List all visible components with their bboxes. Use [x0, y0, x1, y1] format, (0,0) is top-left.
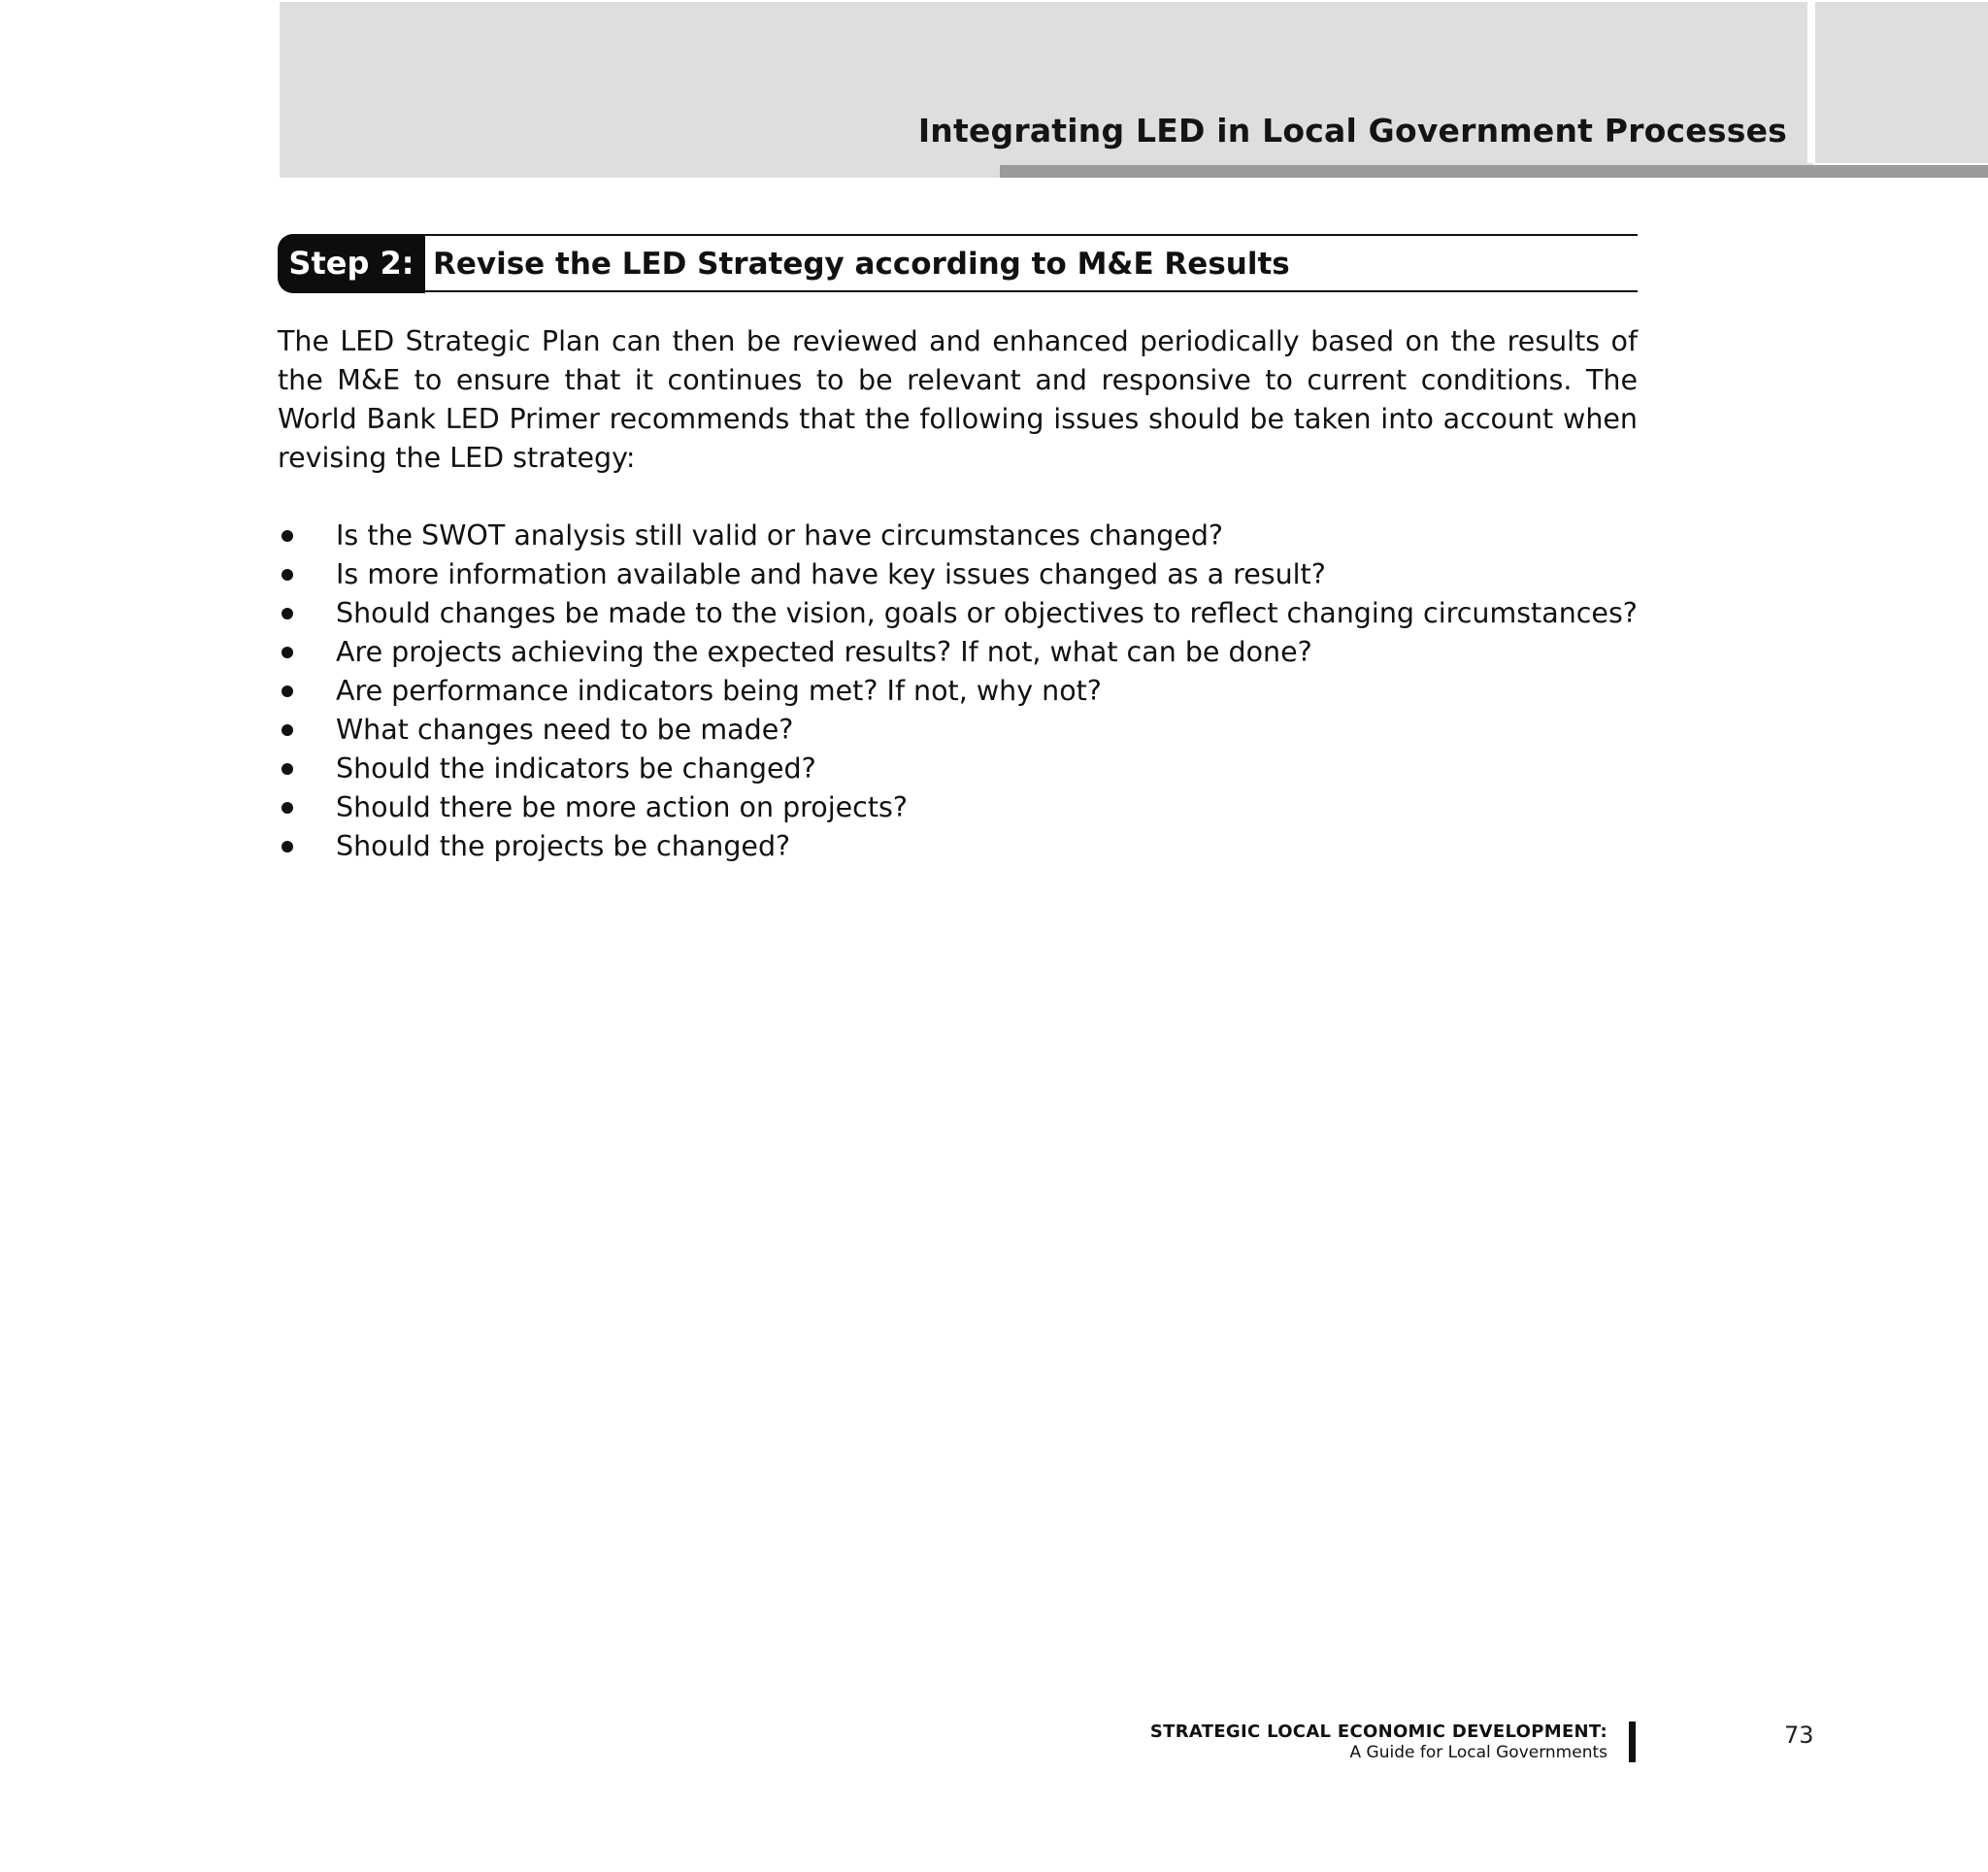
list-item	[278, 827, 1675, 866]
bullet-icon	[282, 530, 293, 542]
body-paragraph: The LED Strategic Plan can then be reviewed and enhanced periodically based on the results of the M&E to ensure that it continues to be relevant and responsive to current conditions. The World Bank LED Primer recommends that the following issues should be taken into account when revising the LED strategy:	[278, 325, 1638, 474]
footer-book-subtitle: A Guide for Local Governments	[1349, 1743, 1607, 1762]
list-item-text: Is more information available and have key issues changed as a result?	[336, 558, 1326, 590]
list-item	[278, 711, 1675, 750]
list-item-text: Are projects achieving the expected results? If not, what can be done?	[336, 636, 1312, 668]
header-band-tab	[1815, 2, 1988, 163]
bullet-icon	[282, 608, 293, 619]
step-title: Revise the LED Strategy according to M&E Results	[433, 247, 1290, 282]
footer-book-title: STRATEGIC LOCAL ECONOMIC DEVELOPMENT:	[1149, 1722, 1607, 1742]
page-number: 73	[1784, 1722, 1814, 1749]
step-rule-top	[420, 234, 1638, 236]
bullet-icon	[282, 724, 293, 736]
list-item	[278, 594, 1675, 633]
footer-divider-bar	[1629, 1722, 1636, 1762]
header-underline-bar	[1000, 165, 1988, 178]
list-item	[278, 633, 1675, 672]
list-item	[278, 555, 1675, 594]
bullet-icon	[282, 647, 293, 658]
header-band	[280, 2, 1813, 178]
list-item	[278, 788, 1675, 827]
list-item	[278, 672, 1675, 711]
list-item-text: Should the indicators be changed?	[336, 752, 816, 785]
issues-list	[278, 517, 1675, 866]
bullet-icon	[282, 802, 293, 814]
list-item-text: Is the SWOT analysis still valid or have circumstances changed?	[336, 519, 1224, 552]
list-item-text: What changes need to be made?	[336, 714, 794, 746]
bullet-icon	[282, 569, 293, 581]
step-rule-bottom	[420, 290, 1638, 292]
list-item	[278, 750, 1675, 788]
list-item-text: Should there be more action on projects?	[336, 791, 908, 823]
list-item-text: Are performance indicators being met? If not, why not?	[336, 675, 1102, 707]
chapter-title: Integrating LED in Local Government Processes	[917, 112, 1787, 150]
header-divider	[1807, 2, 1815, 163]
bullet-icon	[282, 685, 293, 697]
step-badge: Step 2:	[278, 234, 425, 293]
list-item	[278, 517, 1675, 555]
bullet-icon	[282, 841, 293, 852]
list-item-text: Should the projects be changed?	[336, 830, 791, 862]
list-item-text: Should changes be made to the vision, goals or objectives to reflect changing circumstances?	[336, 597, 1638, 629]
bullet-icon	[282, 763, 293, 775]
